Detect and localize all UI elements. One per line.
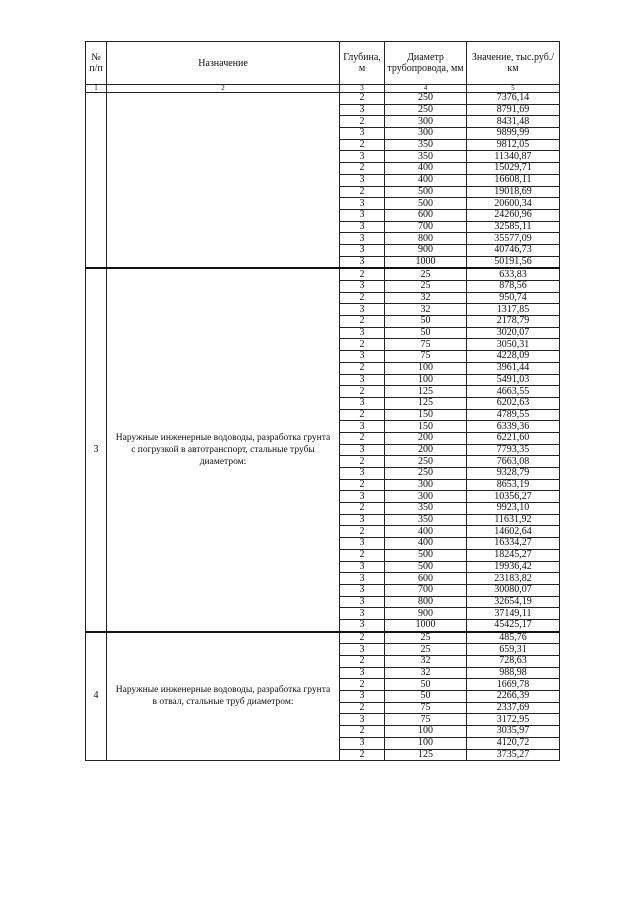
depth-cell: 2 <box>340 362 385 374</box>
diameter-cell: 75 <box>385 714 467 726</box>
depth-cell: 2 <box>340 726 385 738</box>
diameter-cell: 300 <box>385 116 467 128</box>
value-cell: 14602,64 <box>467 526 560 538</box>
depth-cell: 3 <box>340 128 385 140</box>
value-cell: 3035,97 <box>467 726 560 738</box>
depth-cell: 3 <box>340 691 385 703</box>
diameter-cell: 500 <box>385 198 467 210</box>
diameter-cell: 50 <box>385 316 467 328</box>
item-number <box>86 93 107 269</box>
depth-cell: 2 <box>340 292 385 304</box>
column-index: 1 <box>86 85 107 93</box>
depth-cell: 3 <box>340 608 385 620</box>
diameter-cell: 25 <box>385 268 467 280</box>
table-row <box>86 93 560 105</box>
value-cell: 16608,11 <box>467 174 560 186</box>
diameter-cell: 400 <box>385 174 467 186</box>
depth-cell: 3 <box>340 737 385 749</box>
depth-cell: 3 <box>340 244 385 256</box>
value-cell: 1669,78 <box>467 679 560 691</box>
depth-cell: 3 <box>340 421 385 433</box>
value-cell: 2178,79 <box>467 316 560 328</box>
diameter-cell: 300 <box>385 491 467 503</box>
diameter-cell: 250 <box>385 93 467 105</box>
value-cell: 878,56 <box>467 281 560 293</box>
diameter-cell: 500 <box>385 186 467 198</box>
diameter-cell: 400 <box>385 163 467 175</box>
value-cell: 7663,08 <box>467 456 560 468</box>
depth-cell: 3 <box>340 327 385 339</box>
depth-cell: 2 <box>340 479 385 491</box>
value-cell: 4663,55 <box>467 386 560 398</box>
diameter-cell: 700 <box>385 221 467 233</box>
diameter-cell: 250 <box>385 468 467 480</box>
value-cell: 950,74 <box>467 292 560 304</box>
diameter-cell: 32 <box>385 304 467 316</box>
value-cell: 8791,69 <box>467 104 560 116</box>
diameter-cell: 50 <box>385 679 467 691</box>
value-cell: 18245,27 <box>467 549 560 561</box>
value-cell: 24260,96 <box>467 209 560 221</box>
diameter-cell: 250 <box>385 104 467 116</box>
diameter-cell: 250 <box>385 456 467 468</box>
depth-cell: 2 <box>340 702 385 714</box>
value-cell: 4228,09 <box>467 351 560 363</box>
diameter-cell: 125 <box>385 386 467 398</box>
depth-cell: 3 <box>340 584 385 596</box>
value-cell: 10356,27 <box>467 491 560 503</box>
price-table <box>85 41 560 761</box>
value-cell: 32585,11 <box>467 221 560 233</box>
value-cell: 45425,17 <box>467 619 560 631</box>
value-cell: 3961,44 <box>467 362 560 374</box>
depth-cell: 3 <box>340 256 385 268</box>
depth-cell: 2 <box>340 656 385 668</box>
depth-cell: 3 <box>340 573 385 585</box>
depth-cell: 3 <box>340 281 385 293</box>
table-row <box>86 268 560 280</box>
depth-cell: 3 <box>340 351 385 363</box>
diameter-cell: 300 <box>385 128 467 140</box>
column-index: 3 <box>340 85 385 93</box>
value-cell: 40746,73 <box>467 244 560 256</box>
depth-cell: 3 <box>340 538 385 550</box>
value-cell: 3020,07 <box>467 327 560 339</box>
diameter-cell: 75 <box>385 702 467 714</box>
diameter-cell: 900 <box>385 608 467 620</box>
depth-cell: 3 <box>340 667 385 679</box>
diameter-cell: 200 <box>385 444 467 456</box>
depth-cell: 3 <box>340 491 385 503</box>
depth-cell: 3 <box>340 209 385 221</box>
depth-cell: 2 <box>340 679 385 691</box>
depth-cell: 3 <box>340 468 385 480</box>
header-row <box>86 42 560 85</box>
depth-cell: 2 <box>340 163 385 175</box>
diameter-cell: 50 <box>385 691 467 703</box>
diameter-cell: 32 <box>385 667 467 679</box>
value-cell: 9923,10 <box>467 503 560 515</box>
value-cell: 8653,19 <box>467 479 560 491</box>
depth-cell: 2 <box>340 316 385 328</box>
depth-cell: 2 <box>340 432 385 444</box>
depth-cell: 2 <box>340 409 385 421</box>
header-depth: Глубина, м <box>340 42 385 85</box>
diameter-cell: 150 <box>385 421 467 433</box>
depth-cell: 3 <box>340 397 385 409</box>
value-cell: 4789,55 <box>467 409 560 421</box>
depth-cell: 2 <box>340 749 385 761</box>
diameter-cell: 800 <box>385 233 467 245</box>
diameter-cell: 200 <box>385 432 467 444</box>
diameter-cell: 75 <box>385 351 467 363</box>
depth-cell: 2 <box>340 93 385 105</box>
depth-cell: 3 <box>340 151 385 163</box>
diameter-cell: 100 <box>385 737 467 749</box>
value-cell: 1317,85 <box>467 304 560 316</box>
value-cell: 8431,48 <box>467 116 560 128</box>
diameter-cell: 350 <box>385 503 467 515</box>
value-cell: 30080,07 <box>467 584 560 596</box>
diameter-cell: 350 <box>385 514 467 526</box>
value-cell: 485,76 <box>467 632 560 644</box>
diameter-cell: 800 <box>385 596 467 608</box>
item-description: Наружные инженерные водоводы, разработка грунта с погрузкой в автотранспорт, стальные трубы диаметром: <box>107 268 340 631</box>
depth-cell: 2 <box>340 139 385 151</box>
depth-cell: 2 <box>340 339 385 351</box>
value-cell: 16334,27 <box>467 538 560 550</box>
depth-cell: 3 <box>340 596 385 608</box>
depth-cell: 2 <box>340 526 385 538</box>
value-cell: 11340,87 <box>467 151 560 163</box>
depth-cell: 3 <box>340 198 385 210</box>
value-cell: 15029,71 <box>467 163 560 175</box>
value-cell: 728,63 <box>467 656 560 668</box>
diameter-cell: 25 <box>385 632 467 644</box>
header-name: Назначение <box>107 42 340 85</box>
value-cell: 2266,39 <box>467 691 560 703</box>
diameter-cell: 150 <box>385 409 467 421</box>
value-cell: 5491,03 <box>467 374 560 386</box>
diameter-cell: 25 <box>385 281 467 293</box>
diameter-cell: 700 <box>385 584 467 596</box>
value-cell: 3172,95 <box>467 714 560 726</box>
diameter-cell: 350 <box>385 139 467 151</box>
value-cell: 19936,42 <box>467 561 560 573</box>
item-description <box>107 93 340 269</box>
table-group <box>86 268 560 631</box>
value-cell: 3735,27 <box>467 749 560 761</box>
diameter-cell: 400 <box>385 526 467 538</box>
item-description: Наружные инженерные водоводы, разработка грунта в отвал, стальные труб диаметром: <box>107 632 340 761</box>
header-diameter: Диаметр трубопровода, мм <box>385 42 467 85</box>
depth-cell: 3 <box>340 233 385 245</box>
value-cell: 659,31 <box>467 644 560 656</box>
diameter-cell: 75 <box>385 339 467 351</box>
depth-cell: 3 <box>340 374 385 386</box>
depth-cell: 3 <box>340 644 385 656</box>
table-group <box>86 93 560 269</box>
diameter-cell: 100 <box>385 726 467 738</box>
value-cell: 7376,14 <box>467 93 560 105</box>
depth-cell: 3 <box>340 444 385 456</box>
diameter-cell: 100 <box>385 374 467 386</box>
value-cell: 20600,34 <box>467 198 560 210</box>
depth-cell: 3 <box>340 714 385 726</box>
diameter-cell: 25 <box>385 644 467 656</box>
column-index: 4 <box>385 85 467 93</box>
diameter-cell: 125 <box>385 397 467 409</box>
column-index: 5 <box>467 85 560 93</box>
value-cell: 50191,56 <box>467 256 560 268</box>
depth-cell: 2 <box>340 186 385 198</box>
depth-cell: 2 <box>340 632 385 644</box>
value-cell: 37149,11 <box>467 608 560 620</box>
depth-cell: 2 <box>340 386 385 398</box>
item-number: 3 <box>86 268 107 631</box>
item-number: 4 <box>86 632 107 761</box>
table-group <box>86 632 560 761</box>
diameter-cell: 600 <box>385 573 467 585</box>
column-index-row <box>86 85 560 93</box>
value-cell: 9812,05 <box>467 139 560 151</box>
value-cell: 9899,99 <box>467 128 560 140</box>
depth-cell: 2 <box>340 456 385 468</box>
value-cell: 6202,63 <box>467 397 560 409</box>
value-cell: 633,83 <box>467 268 560 280</box>
diameter-cell: 900 <box>385 244 467 256</box>
value-cell: 6221,60 <box>467 432 560 444</box>
value-cell: 4120,72 <box>467 737 560 749</box>
value-cell: 32654,19 <box>467 596 560 608</box>
header-num: № п/п <box>86 42 107 85</box>
depth-cell: 3 <box>340 561 385 573</box>
depth-cell: 3 <box>340 104 385 116</box>
diameter-cell: 1000 <box>385 619 467 631</box>
depth-cell: 2 <box>340 116 385 128</box>
value-cell: 35577,09 <box>467 233 560 245</box>
value-cell: 23183,82 <box>467 573 560 585</box>
table-row <box>86 632 560 644</box>
depth-cell: 2 <box>340 503 385 515</box>
depth-cell: 3 <box>340 221 385 233</box>
depth-cell: 3 <box>340 304 385 316</box>
value-cell: 7793,35 <box>467 444 560 456</box>
value-cell: 6339,36 <box>467 421 560 433</box>
diameter-cell: 300 <box>385 479 467 491</box>
diameter-cell: 100 <box>385 362 467 374</box>
value-cell: 19018,69 <box>467 186 560 198</box>
depth-cell: 2 <box>340 268 385 280</box>
diameter-cell: 600 <box>385 209 467 221</box>
diameter-cell: 32 <box>385 292 467 304</box>
diameter-cell: 1000 <box>385 256 467 268</box>
depth-cell: 3 <box>340 514 385 526</box>
diameter-cell: 500 <box>385 549 467 561</box>
depth-cell: 3 <box>340 174 385 186</box>
value-cell: 11631,92 <box>467 514 560 526</box>
diameter-cell: 50 <box>385 327 467 339</box>
depth-cell: 2 <box>340 549 385 561</box>
diameter-cell: 350 <box>385 151 467 163</box>
value-cell: 9328,79 <box>467 468 560 480</box>
diameter-cell: 400 <box>385 538 467 550</box>
value-cell: 3050,31 <box>467 339 560 351</box>
header-value: Значение, тыс.руб./км <box>467 42 560 85</box>
diameter-cell: 32 <box>385 656 467 668</box>
diameter-cell: 125 <box>385 749 467 761</box>
value-cell: 988,98 <box>467 667 560 679</box>
value-cell: 2337,69 <box>467 702 560 714</box>
column-index: 2 <box>107 85 340 93</box>
diameter-cell: 500 <box>385 561 467 573</box>
depth-cell: 3 <box>340 619 385 631</box>
